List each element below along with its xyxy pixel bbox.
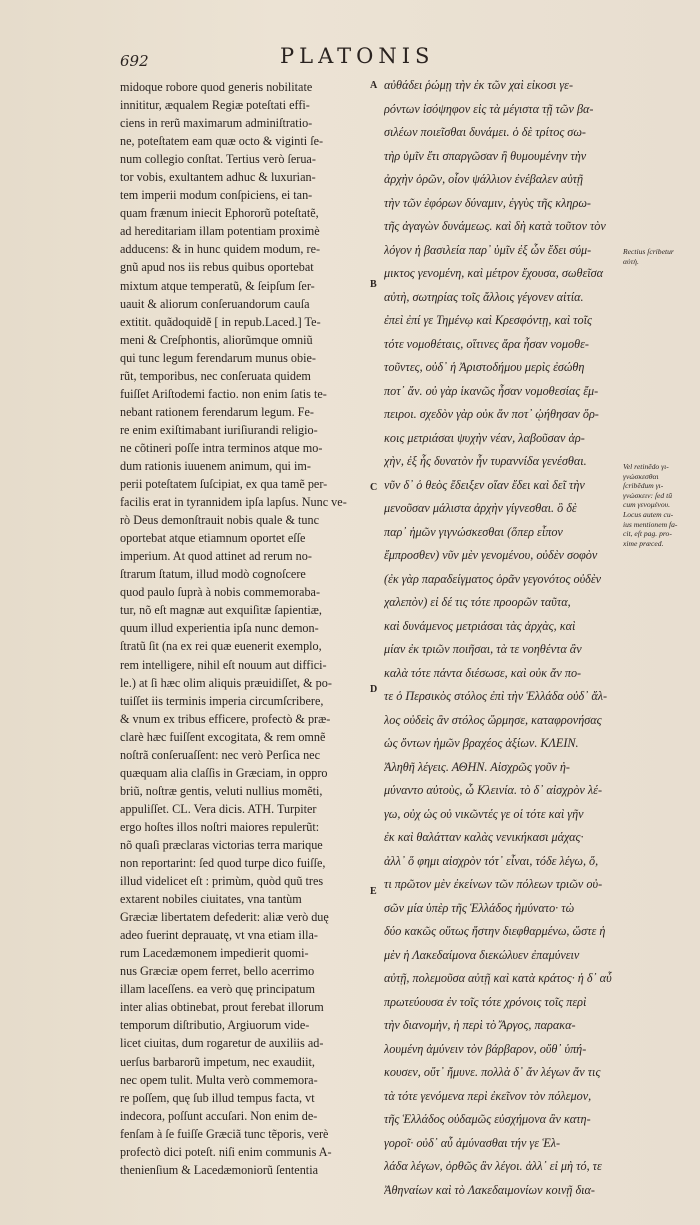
latin-line: rũt, temporibus, nec conſeruata quidem [120,368,311,383]
greek-line: ἔμπροσθεν) νῦν μὲν γενομένου, οὐδὲν σοφὸν [384,548,598,562]
latin-line: rum Lacedæmonem impedierit quomi- [120,946,309,961]
latin-line: num collegio conſtat. Tertius verò ſerua- [120,152,316,167]
margin-note-line: Rectius ſcribetur [623,247,674,256]
greek-line: τῆς ἀγαγὼν δυνάμεως. καὶ δὴ κατὰ τοῦτον τὸν [384,219,606,233]
greek-line: τε ὁ Περσικὸς στόλος ἐπὶ τὴν Ἑλλάδα οὐδ᾽ ἄλ- [384,689,608,703]
latin-line: quæquam alia claſſis in Græciam, in oppro [120,765,328,780]
latin-line: gnũ apud nos iis rebus quibus oportebat [120,260,314,275]
greek-line: ἀλλ᾽ ὅ φημι αἰσχρὸν τότ᾽ εἶναι, τόδε λέγω, ὅ, [384,853,599,868]
latin-line: oportebat atque etiamnum oportet eſſe [120,531,306,546]
latin-line: quam frænum iniecit Ephororũ poteſtatẽ, [120,206,319,221]
section-letter: A [370,80,378,91]
greek-line: (ἐκ γὰρ παραδείγματος ὁρᾶν γεγονότος οὐδὲν [384,571,602,586]
latin-line: dum rationis iuuenem animum, qui im- [120,458,311,473]
latin-line: & vnum ex tribus efficere, profectò & præ- [120,711,331,726]
greek-line: καὶ δυνάμενος μετριάσαι τὰς ἀρχὰς, καὶ [384,618,576,633]
latin-line: illam laceſſens. ea verò quę principatum [120,982,315,997]
latin-line: tur, nõ eſt magnæ aut exquiſitæ ſapientiæ, [120,603,322,618]
latin-line: rem intelligere, nihil eſt nouum aut diffici- [120,657,327,672]
greek-line: ὡς ὄντων ἡμῶν βραχέος ἀξίων. ΚΛΕΙΝ. [384,736,579,750]
latin-line: temporum diſtributio, Argiuorum vide- [120,1018,310,1033]
greek-line: λόγον ἡ βασιλεία παρ᾽ ὑμῖν ἐξ ὧν ἔδει σύμ- [384,242,592,257]
latin-line: Græciæ libertatem defederit: aliæ verò duę [120,910,329,925]
greek-line: γοροῖ· οὐδ᾽ αὖ ἀμύνασθαι τήν γε Ἑλ- [384,1135,561,1150]
greek-line: πειροι. σχεδὸν γὰρ οὐκ ἄν ποτ᾽ ᾠήθησαν ὅρ- [384,407,599,421]
latin-line: adeo fuerint deprauatę, vt vna etiam illa- [120,928,318,943]
greek-line: μικτος γενομένη, καὶ μέτρον ἔχουσα, σωθεῖσα [384,266,604,280]
margin-note-line: cit, eſt pag. pro- [623,529,672,539]
latin-line: inter alias obtinebat, prout ferebat illorum [120,1000,324,1015]
margin-note-line: γνώσκειν: ſed tũ [623,490,673,500]
latin-line: quum illud experientia ipſa nunc demon- [120,621,319,636]
margin-note [623,462,685,548]
greek-line: μύναντο αὐτοὺς, ὦ Κλεινία. τὸ δ᾽ αἰσχρὸν λέ- [384,783,603,797]
greek-line: λος οὐδεὶς ἂν στόλος ὥρμησε, καταφρονήσας [384,712,602,727]
margin-note-line: ſcribẽdum γι- [623,481,664,491]
latin-line: nõ quaſi præclaras victorias terra marique [120,837,323,852]
greek-line: παρ᾽ ἡμῶν γιγνώσκεσθαι (ὅπερ εἶπον [384,524,563,539]
latin-line: facilis erat in tyrannidem ipſa lapſus. Nunc ve- [120,495,347,510]
latin-line: ne cõtineri poſſe intra terminos atque mo- [120,440,323,455]
greek-line: δύο κακῶς οὕτως ἤστην διεφθαρμένω, ὥστε ἡ [384,924,606,938]
margin-note-line: Locus autem cu- [623,509,674,519]
latin-line: nus Græciæ opem ferret, bello acerrimo [120,964,315,979]
greek-line: ἐπεὶ ἐπί γε Τημένῳ καὶ Κρεσφόντῃ, καὶ τοῖς [384,313,592,327]
latin-line: appuliſſet. CL. Vera dicis. ATH. Turpiter [120,801,317,816]
margin-note-line: cum γενομένου. [623,500,671,510]
greek-line: ποτ᾽ ἄν. οὐ γὰρ ἱκανῶς ἦσαν νομοθεσίας ἔμ- [384,383,599,398]
latin-line: quod paulo ſuprà à nobis commemoraba- [120,585,321,600]
latin-line: innititur, æqualem Regiæ poteſtati effi- [120,98,310,113]
greek-line: αὐτῇ, πολεμοῦσα αὐτῇ καὶ κατὰ κράτος· ἡ δ᾽ αὖ [384,971,612,985]
latin-line: adducens: & in hunc quidem modum, re- [120,242,321,257]
greek-line: Ἀληθῆ λέγεις. ΑΘΗΝ. Αἰσχρῶς γοῦν ἠ- [384,759,570,774]
latin-line: profectò dici poteſt. niſi enim communis A- [120,1144,332,1159]
greek-line: γω, οὐχ ὡς οὐ νικῶντές γε οἱ τότε καὶ γῆν [384,806,584,821]
latin-line: meni & Creſphontis, aliorũmque omniũ [120,332,313,347]
section-letter: C [370,482,378,493]
greek-line: κοις μετριάσαι ψυχὴν νέαν, λαβοῦσαν ἀρ- [384,430,585,445]
greek-line: λάδα λέγων, ὀρθῶς ἂν λέγοι. ἀλλ᾽ εἰ μὴ τό, τε [384,1159,602,1173]
latin-line: uauit & aliorum conſeruandorum cauſa [120,296,310,311]
latin-line: noſtrã conſeruaſſent: nec verò Perſica nec [120,747,320,762]
latin-line: non reportarint: ſed quod turpe dico fuiſſe, [120,856,326,871]
latin-line: qui tunc legum ferendarum munus obie- [120,350,316,365]
section-letter: E [370,886,377,897]
greek-line: αὐτὴ, σωτηρίας τοῖς ἄλλοις γέγονεν αἰτία. [384,289,584,304]
greek-line: λουμένη ἀμύνειν τὸν βάρβαρον, οὔθ᾽ ὑπή- [384,1041,587,1056]
greek-line: σιλέων ποιεῖσθαι δυνάμει. ὁ δὲ τρίτος σω- [384,125,586,139]
latin-line: ergo hoſtes illos noſtri maiores repulerũt: [120,819,320,834]
greek-line: μὲν ἡ Λακεδαίμονα διεκώλυεν ἐπαμύνειν [384,947,580,962]
greek-line: μενοῦσαν μάλιστα ἀρχὴν γίγνεσθαι. ὃ δὲ [384,501,577,515]
margin-note [623,247,685,266]
latin-line: perii poteſtatem ſuſcipiat, ex qua tamẽ per- [120,477,328,492]
section-letter: D [370,684,378,695]
greek-line: πρωτεύουσα ἐν τοῖς τότε χρόνοις τοῖς περὶ [384,994,587,1009]
greek-line: αὐθάδει ῥώμῃ τὴν ἐκ τῶν χαὶ εἰκοσι γε- [384,78,574,92]
greek-line: τὴν τῶν ἐφόρων δύναμιν, ἐγγὺς τῆς κληρω- [384,195,591,210]
latin-line: ciens in rerũ maximarum adminiſtratio- [120,116,313,131]
latin-line: ad hereditariam illam potentiam proximè [120,224,320,239]
latin-line: ne, poteſtatem eam quæ octo & viginti ſe- [120,134,324,149]
latin-line: thenienſium & Lacedæmoniorũ ſententia [120,1162,318,1177]
latin-line: clarè hæc fuiſſent excogitata, & rem omnẽ [120,729,326,744]
greek-line: κουσεν, οὔτ᾽ ἤμυνε. πολλὰ δ᾽ ἄν λέγων ἄν τις [384,1065,601,1079]
greek-line: ἐκ καὶ θαλάτταν καλὰς νενικήκασι μάχας· [384,830,584,844]
greek-line: τότε νομοθέταις, οἵτινες ἄρα ἦσαν νομοθε- [384,336,589,351]
latin-line: re poſſem, quę ſub illud tempus facta, vt [120,1090,315,1105]
margin-note-line: ius mentionem fa- [623,519,678,529]
latin-line: tem imperii modum conſpiciens, ei tan- [120,188,313,203]
latin-line: rò Deus demonſtrauit nobis quale & tunc [120,513,320,528]
latin-line: licet ciuitas, dum rogaretur de auxiliis ad- [120,1036,324,1051]
greek-column [384,74,620,1202]
latin-line: fuiſſet Ariſtodemi factio. non enim ſatis te- [120,386,327,401]
latin-line: tor vobis, exultantem adhuc & luxurian- [120,170,316,185]
latin-line: tuiſſet iis terminis imperia circumſcribere, [120,693,324,708]
greek-line: χαλεπὸν) εἰ δέ τις τότε προορῶν ταῦτα, [384,595,571,609]
greek-line: τὴρ ὑμῖν ἔτι σπαργῶσαν ἢ θυμουμένην τὴν [384,148,587,163]
latin-line: midoque robore quod generis nobilitate [120,80,313,94]
latin-line: extarent nobiles ciuitates, vna tantùm [120,892,302,907]
latin-line: indecora, poſſunt accuſari. Non enim de- [120,1108,318,1123]
greek-line: νῦν δ᾽ ὁ θεὸς ἔδειξεν οἵαν ἔδει καὶ δεῖ τὴν [384,477,585,492]
margin-note-line: Vel retinẽdo γι- [623,462,669,471]
page-number: 692 [120,52,149,70]
greek-line: καλὰ τότε πάντα διέσωσε, καὶ οὐκ ἄν πο- [384,665,582,680]
latin-line: uerſus barbarorũ impetum, nec exaudiit, [120,1054,315,1069]
latin-line: mixtum atque temperatũ, & ſeipſum ſer- [120,278,315,293]
greek-line: τι πρῶτον μὲν ἐκείνων τῶν πόλεων τριῶν οὐ- [384,877,603,891]
greek-line: μίαν ἐκ τριῶν ποιῆσαι, τὰ τε νοηθέντα ἂν [384,642,582,656]
greek-line: ἀρχὴν ὁρῶν, οἷον ψάλλιον ἐνέβαλεν αὐτῇ [384,172,584,186]
latin-column [120,78,368,1179]
latin-line: re enim exiſtimabant iuriſiurandi religio- [120,422,318,437]
latin-line: briũ, noſtræ gentis, veluti nullius momẽti, [120,783,323,798]
latin-line: le.) at ſi hæc olim aliquis præuidiſſet, & po- [120,675,332,690]
latin-line: illud videlicet eſt : primùm, quòd quũ tres [120,874,324,889]
greek-line: Ἀθηναίων καὶ τὸ Λακεδαιμονίων κοινῇ δια- [384,1182,595,1197]
margin-note-line: xime præced. [623,538,664,548]
latin-line: ſtratũ ſit (na ex rei quæ euenerit exemplo, [120,639,322,654]
greek-line: σῶν μία ὑπὲρ τῆς Ἑλλάδος ἠμύνατο· τὼ [384,900,575,915]
margin-note-line: αὐτὴ. [623,256,639,266]
greek-line: τὰ τότε γενόμενα περὶ ἐκεῖνον τὸν πόλεμον, [384,1088,592,1103]
latin-line: imperium. At quod attinet ad rerum no- [120,549,312,564]
section-letter: B [370,279,377,290]
latin-line: ſtrarum ſtatum, illud modò cognoſcere [120,567,306,582]
latin-line: nec opem tulit. Multa verò commemora- [120,1072,318,1087]
running-title: PLATONIS [280,44,435,68]
latin-line: nebant rationem ferendarum legum. Fe- [120,404,314,419]
margin-note-line: γνώσκεσθαι [623,471,659,481]
latin-line: fenſam à ſe fuiſſe Græciã tunc tẽporis, verè [120,1126,329,1141]
greek-line: χὴν, ἐξ ἧς δυνατὸν ἦν τυραννίδα γενέσθαι. [384,454,587,468]
greek-line: τῆς Ἑλλάδος οὐδαμῶς εὐσχήμονα ἂν κατη- [384,1112,591,1126]
latin-line: extitit. quãdoquidẽ [ in repub.Laced.] Te- [120,314,321,329]
greek-line: τοῦντες, οὐδ᾽ ἡ Ἀριστοδήμου μερὶς ἐσώθη [384,360,585,374]
greek-line: ρόντων ἰσόψηφον εἰς τὰ μέγιστα τῇ τῶν βα- [384,101,594,116]
greek-line: τὴν διανομὴν, ἡ περὶ τὸ Ἄργος, παρακα- [384,1018,576,1032]
